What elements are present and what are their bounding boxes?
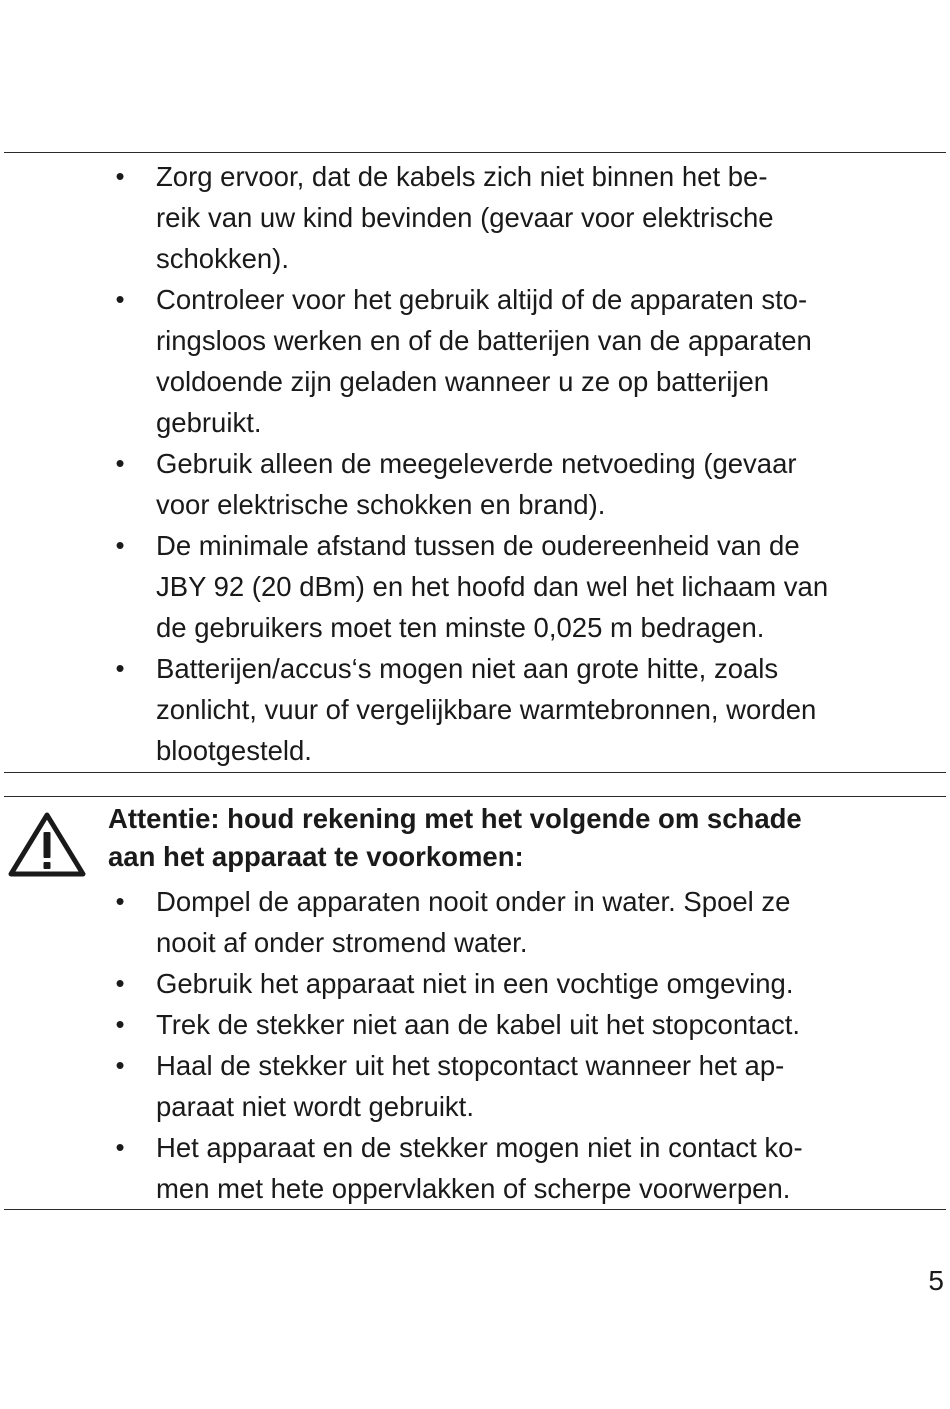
list-item [0, 963, 950, 1004]
attention-list [0, 881, 950, 1209]
bullet-icon: • [115, 448, 125, 478]
bullet-icon: • [115, 1132, 125, 1162]
list-item [0, 648, 950, 771]
item-line: men met hete oppervlakken of scherpe voorwerpen. [156, 1173, 791, 1204]
item-line: reik van uw kind bevinden (gevaar voor elektrische [156, 202, 774, 233]
item-line: voor elektrische schokken en brand). [156, 489, 606, 520]
item-line: Batterijen/accus‘s mogen niet aan grote hitte, zoals [156, 653, 779, 684]
safety-list-section [0, 156, 950, 771]
item-line: Gebruik het apparaat niet in een vochtige omgeving. [156, 968, 794, 999]
item-line: zonlicht, vuur of vergelijkbare warmtebronnen, worden [156, 694, 817, 725]
page-number: 5 [928, 1265, 944, 1296]
bullet-icon: • [115, 1050, 125, 1080]
attention-heading [108, 800, 928, 876]
item-line: Controleer voor het gebruik altijd of de apparaten sto- [156, 284, 808, 315]
bullet-icon: • [115, 886, 125, 916]
item-line: voldoende zijn geladen wanneer u ze op batterijen [156, 366, 770, 397]
bullet-icon: • [115, 161, 125, 191]
item-line: Dompel de apparaten nooit onder in water. Spoel ze [156, 886, 791, 917]
section-rule-2 [4, 796, 946, 797]
bottom-rule [4, 1209, 946, 1210]
item-line: Het apparaat en de stekker mogen niet in contact ko- [156, 1132, 803, 1163]
item-line: Zorg ervoor, dat de kabels zich niet binnen het be- [156, 161, 768, 192]
item-line: Trek de stekker niet aan de kabel uit het stopcontact. [156, 1009, 801, 1040]
safety-list [0, 156, 950, 771]
list-item [0, 279, 950, 443]
item-line: schokken). [156, 243, 289, 274]
list-item [0, 1004, 950, 1045]
list-item [0, 443, 950, 525]
item-line: JBY 92 (20 dBm) en het hoofd dan wel het lichaam van [156, 571, 829, 602]
list-item [0, 1127, 950, 1209]
item-line: ringsloos werken en of de batterijen van de apparaten [156, 325, 812, 356]
warning-triangle-icon [8, 812, 86, 878]
item-line: Haal de stekker uit het stopcontact wanneer het ap- [156, 1050, 785, 1081]
list-item [0, 1045, 950, 1127]
bullet-icon: • [115, 284, 125, 314]
heading-line: aan het apparaat te voorkomen: [108, 841, 524, 872]
item-line: gebruikt. [156, 407, 262, 438]
item-line: Gebruik alleen de meegeleverde netvoeding (gevaar [156, 448, 797, 479]
bullet-icon: • [115, 1009, 125, 1039]
bullet-icon: • [115, 653, 125, 683]
attention-list-section [0, 881, 950, 1209]
list-item [0, 881, 950, 963]
item-line: paraat niet wordt gebruikt. [156, 1091, 474, 1122]
section-rule-1 [4, 772, 946, 773]
item-line: nooit af onder stromend water. [156, 927, 528, 958]
bullet-icon: • [115, 968, 125, 998]
top-rule [4, 152, 946, 153]
item-line: de gebruikers moet ten minste 0,025 m bedragen. [156, 612, 765, 643]
list-item [0, 156, 950, 279]
bullet-icon: • [115, 530, 125, 560]
item-line: De minimale afstand tussen de oudereenheid van de [156, 530, 800, 561]
list-item [0, 525, 950, 648]
item-line: blootgesteld. [156, 735, 312, 766]
heading-line: Attentie: houd rekening met het volgende om schade [108, 803, 802, 834]
